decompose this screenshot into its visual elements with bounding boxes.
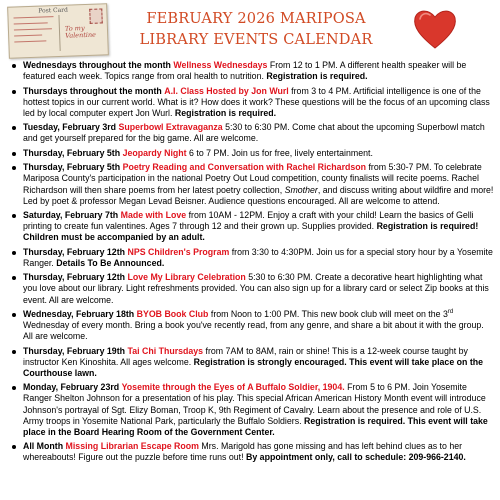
event-date: Thursday, February 12th	[23, 272, 126, 283]
header	[0, 0, 500, 58]
event-date: Thursdays throughout the month	[23, 85, 162, 96]
event-item	[23, 210, 494, 243]
event-item	[23, 247, 494, 269]
event-date: Saturday, February 7th	[23, 210, 119, 221]
postcard-to-line1: To my	[64, 24, 85, 33]
event-description: from 5:30-7 PM. To celebrate Mariposa County's participation in the national Poetry Out Loud competition, county finalists will recite poems. Rachel Richardson will then share poems from her latest poetry collection,	[23, 162, 482, 195]
event-item	[23, 382, 494, 437]
event-item	[23, 60, 494, 82]
book-title: Smother	[284, 184, 318, 195]
heart-icon	[410, 3, 460, 53]
event-item	[23, 122, 494, 144]
event-date: Thursday, February 5th	[23, 147, 121, 158]
event-note: Registration is required.	[174, 107, 277, 118]
event-description: From 5 to 6 PM. Join Yosemite Ranger Shelton Johnson for a presentation of his play. This special African American History Month event will introduce Johnson's portrayal of Sgt. Elizy Boman, Troop K, 9th Regiment of Cavalry. Learn about the presence and role of U.S. Army troops in Yosemite National Park, particularly the Buffalo Soldiers.	[23, 382, 486, 426]
postcard-stamp-icon	[89, 8, 103, 23]
event-item	[23, 86, 494, 119]
postcard-to-line2: Valentine	[65, 30, 97, 40]
event-name: Love My Library Celebration	[127, 272, 246, 283]
event-name: A.I. Class Hosted by Jon Wurl	[164, 85, 289, 96]
event-name: Made with Love	[120, 210, 187, 221]
valentine-postcard-image	[7, 3, 109, 58]
event-date: Wednesday, February 18th	[23, 309, 135, 319]
event-date: All Month	[23, 441, 64, 452]
event-name: Tai Chi Thursdays	[127, 345, 204, 356]
event-date: Thursday, February 19th	[23, 345, 126, 356]
event-date: Thursday, February 5th	[23, 162, 121, 173]
postcard-divider	[58, 15, 60, 51]
event-name: Superbowl Extravaganza	[118, 122, 223, 133]
ordinal-suffix: rd	[447, 309, 454, 316]
postcard-handwriting	[14, 16, 57, 47]
event-description: from 3:30 to 4:30PM. Join us for a special story hour by a Yosemite Ranger.	[23, 246, 493, 268]
event-name: BYOB Book Club	[136, 309, 209, 319]
page-title-line1: FEBRUARY 2026 MARIPOSA	[146, 10, 366, 27]
event-name: Yosemite through the Eyes of A Buffalo Soldier, 1904.	[121, 382, 345, 393]
page-title	[112, 8, 400, 50]
event-date: Wednesdays throughout the month	[23, 60, 171, 70]
event-description: From 12 to 1 PM. A different health speaker will be featured each week. Topics range from oral health to nutrition.	[23, 60, 467, 82]
event-note: By appointment only, call to schedule: 209-966-2140.	[245, 452, 466, 463]
event-date: Thursday, February 12th	[23, 246, 126, 257]
event-description: Mrs. Marigold has gone missing and has left behind clues as to her whereabouts! Figure out the puzzle before time runs out!	[23, 441, 463, 463]
event-item	[23, 441, 494, 463]
event-description: from 7AM to 8AM, rain or shine! This is a 12-week course taught by instructor Ken Kinoshita. All ages welcome.	[23, 345, 468, 367]
event-item	[23, 272, 494, 305]
event-description: 5:30 to 6:30 PM. Come chat about the upcoming Superbowl match and get yourself prepared for the big game. All are welcome.	[23, 122, 485, 144]
page-title-line2: LIBRARY EVENTS CALENDAR	[139, 31, 373, 48]
event-note: Registration is strongly encouraged. This event will take place on the Courthouse lawn.	[23, 356, 484, 378]
event-note: Registration is required. This event will take place in the Board Hearing Room of the Government Center.	[23, 415, 488, 437]
event-note: Details To Be Announced.	[56, 257, 165, 268]
postcard-title: Post Card	[38, 6, 69, 15]
event-item	[23, 148, 494, 159]
event-item	[23, 309, 494, 342]
event-description: from 3 to 4 PM. Artificial intelligence is one of the hottest topics in our current world. What is it? How does it work? These questions will be the focus of an upcoming class led by local computer expert Jon Wurl.	[23, 85, 490, 118]
event-item	[23, 162, 494, 206]
event-description-cont: Wednesday of every month. Bring a book you've recently read, from any genre, and share a bit about it with the group. All are welcome.	[23, 320, 484, 342]
event-name: Poetry Reading and Conversation with Rachel Richardson	[122, 162, 367, 173]
event-note: Registration is required! Children must be accompanied by an adult.	[23, 221, 479, 243]
event-name: NPS Children's Program	[127, 246, 230, 257]
event-name: Wellness Wednesdays	[173, 60, 268, 70]
event-name: Jeopardy Night	[122, 147, 187, 158]
event-item	[23, 346, 494, 379]
event-description: from 10AM - 12PM. Enjoy a craft with your child! Learn the basics of Gelli printing to create fun valentines. Ages 7 through 12 and their grown up. Supplies provided.	[23, 210, 474, 232]
events-list	[0, 60, 494, 467]
postcard-address	[65, 25, 96, 40]
event-date: Monday, February 23rd	[23, 382, 120, 393]
event-name: Missing Librarian Escape Room	[65, 441, 199, 452]
event-description: from Noon to 1:00 PM. This new book club will meet on the 3	[208, 309, 448, 319]
event-description-cont: , and discuss writing about wildfire and more! Led by poet & professor Megan Levad Beisner. Audience questions encouraged. All are welcome to attend.	[23, 184, 494, 206]
event-note: Registration is required.	[266, 71, 368, 82]
event-description: 6 to 7 PM. Join us for free, lively entertainment.	[186, 147, 373, 158]
event-date: Tuesday, February 3rd	[23, 122, 117, 133]
event-description: 5:30 to 6:30 PM. Create a decorative heart highlighting what you love about our library. Light refreshments provided. You can also sign up for a library card or select Zip books at this event. All are welcome.	[23, 272, 489, 305]
